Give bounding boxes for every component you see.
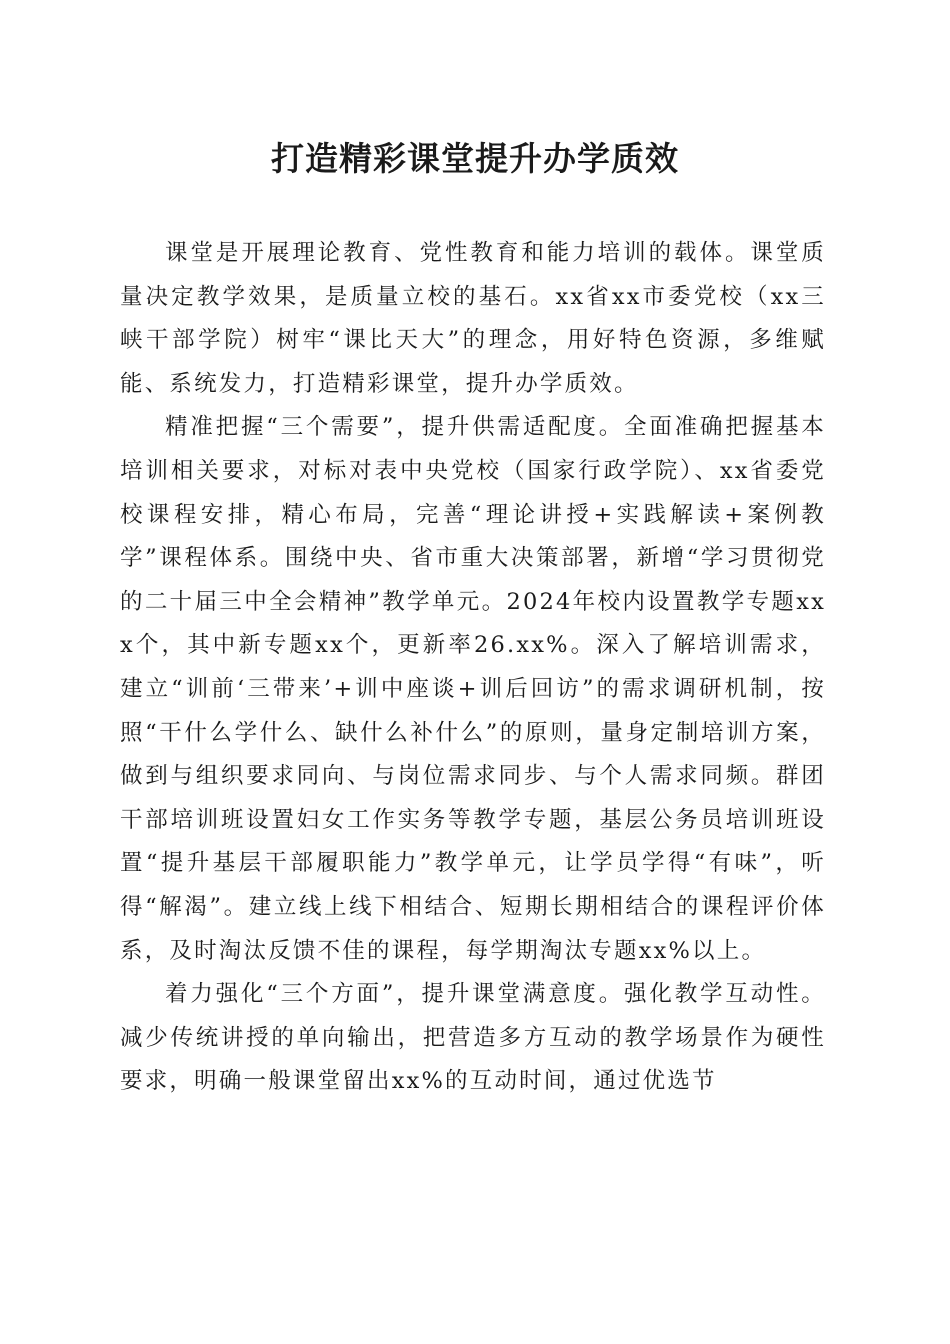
paragraph-supply-demand: 精准把握“三个需要”，提升供需适配度。全面准确把握基本培训相关要求，对标对表中央党校（国家行政学院）、xx省委党校课程安排，精心布局，完善“理论讲授+实践解读+案例教学”课程体系。围绕中央、省市重大决策部署，新增“学习贯彻党的二十届三中全会精神”教学单元。2024年校内设置教学专题xxx个，其中新专题xx个，更新率26.xx%。深入了解培训需求，建立“训前‘三带来’+训中座谈+训后回访”的需求调研机制，按照“干什么学什么、缺什么补什么”的原则，量身定制培训方案，做到与组织要求同向、与岗位需求同步、与个人需求同频。群团干部培训班设置妇女工作实务等教学专题，基层公务员培训班设置“提升基层干部履职能力”教学单元，让学员学得“有味”，听得“解渴”。建立线上线下相结合、短期长期相结合的课程评价体系，及时淘汰反馈不佳的课程，每学期淘汰专题xx%以上。 (120, 414, 827, 964)
paragraph-classroom-satisfaction: 着力强化“三个方面”，提升课堂满意度。强化教学互动性。减少传统讲授的单向输出，把营造多方互动的教学场景作为硬性要求，明确一般课堂留出xx%的互动时间，通过优选节 (120, 981, 826, 1095)
document-body (120, 232, 826, 1104)
document-title: 打造精彩课堂提升办学质效 (271, 139, 679, 178)
paragraph-intro: 课堂是开展理论教育、党性教育和能力培训的载体。课堂质量决定教学效果，是质量立校的基石。xx省xx市委党校（xx三峡干部学院）树牢“课比天大”的理念，用好特色资源，多维赋能、系统发力，打造精彩课堂，提升办学质效。 (120, 240, 826, 397)
